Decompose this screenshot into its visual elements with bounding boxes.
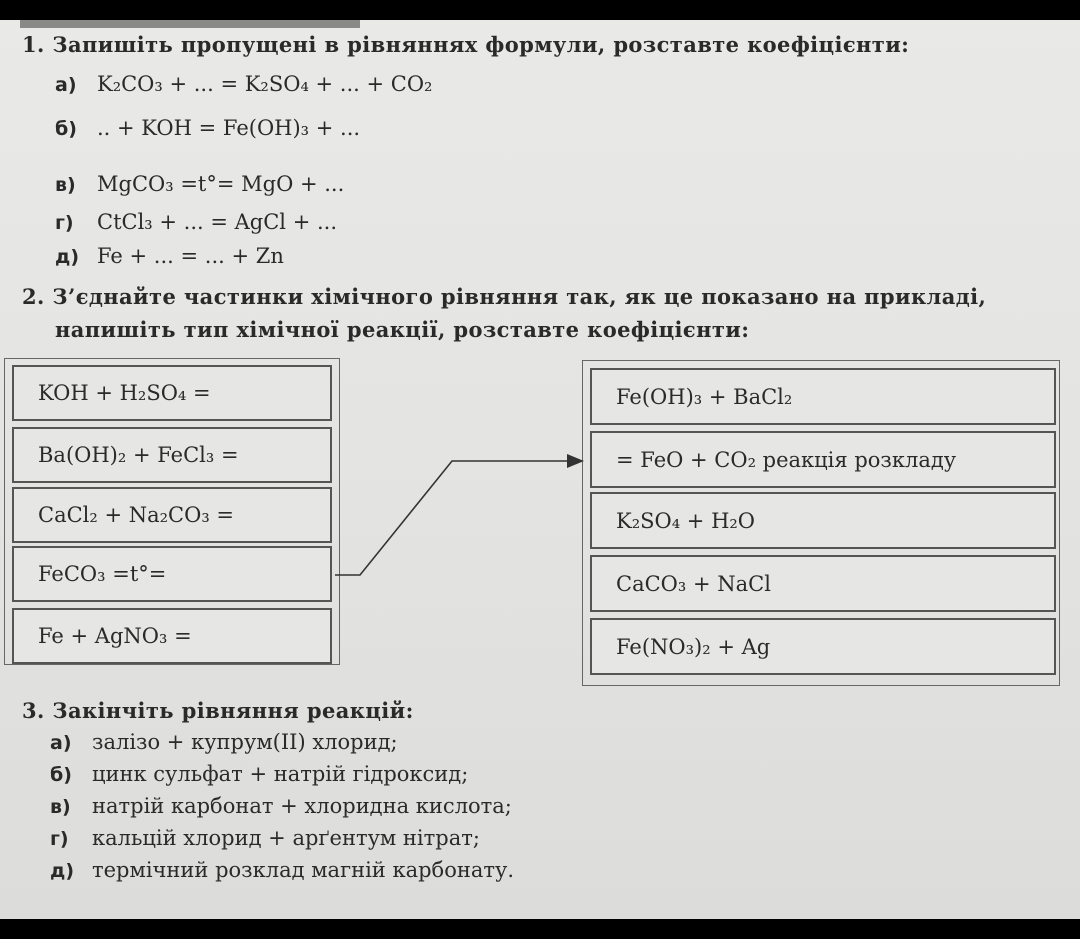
left-box-3: CaCl₂ + Na₂CO₃ = <box>12 487 332 543</box>
left-box-4: FeCO₃ =t°= <box>12 546 332 602</box>
task3-item-c <box>50 794 512 818</box>
textbook-page <box>0 20 1080 919</box>
equation: CtCl₃ + ... = AgCl + ... <box>97 210 337 234</box>
item-letter: д) <box>55 246 80 268</box>
task2-title-line1: 2. З’єднайте частинки хімічного рівняння так, як це показано на прикладі, <box>22 284 987 309</box>
task3-item-d <box>50 826 480 850</box>
item-letter: г) <box>50 828 69 850</box>
connector-line <box>335 461 568 575</box>
task-text: залізо + купрум(II) хлорид; <box>92 730 398 754</box>
right-box-3: K₂SO₄ + H₂O <box>590 492 1056 549</box>
arrow-head <box>567 454 584 468</box>
item-letter: в) <box>50 796 71 818</box>
task1-title: 1. Запишіть пропущені в рівняннях формули, розставте коефіцієнти: <box>22 32 910 57</box>
left-box-2: Ba(OH)₂ + FeCl₃ = <box>12 427 332 483</box>
left-box-1: KOH + H₂SO₄ = <box>12 365 332 421</box>
equation: Fe + ... = ... + Zn <box>97 244 284 268</box>
task3-title: 3. Закінчіть рівняння реакцій: <box>22 698 414 723</box>
item-letter: б) <box>55 118 77 140</box>
item-letter: а) <box>55 74 77 96</box>
equation: K₂CO₃ + ... = K₂SO₄ + ... + CO₂ <box>97 72 433 96</box>
task2-title-line2: напишіть тип хімічної реакції, розставте коефіцієнти: <box>55 317 750 342</box>
equation: .. + KOH = Fe(OH)₃ + ... <box>97 116 361 140</box>
task3-item-a <box>50 730 398 754</box>
task3-item-b <box>50 762 468 786</box>
right-box-5: Fe(NO₃)₂ + Ag <box>590 618 1056 675</box>
item-letter: а) <box>50 732 72 754</box>
equation: MgCO₃ =t°= MgO + ... <box>97 172 345 196</box>
task-text: термічний розклад магній карбонату. <box>92 858 514 882</box>
task-text: натрій карбонат + хлоридна кислота; <box>92 794 512 818</box>
right-box-4: CaCO₃ + NaCl <box>590 555 1056 612</box>
right-box-1: Fe(OH)₃ + BaCl₂ <box>590 368 1056 425</box>
item-letter: г) <box>55 212 74 234</box>
item-letter: д) <box>50 860 75 882</box>
item-letter: б) <box>50 764 72 786</box>
item-letter: в) <box>55 174 76 196</box>
left-box-5: Fe + AgNO₃ = <box>12 608 332 664</box>
task-text: кальцій хлорид + арґентум нітрат; <box>92 826 480 850</box>
right-box-2: = FeO + CO₂ реакція розкладу <box>590 431 1056 488</box>
task-text: цинк сульфат + натрій гідроксид; <box>92 762 469 786</box>
task3-item-e <box>50 858 514 882</box>
